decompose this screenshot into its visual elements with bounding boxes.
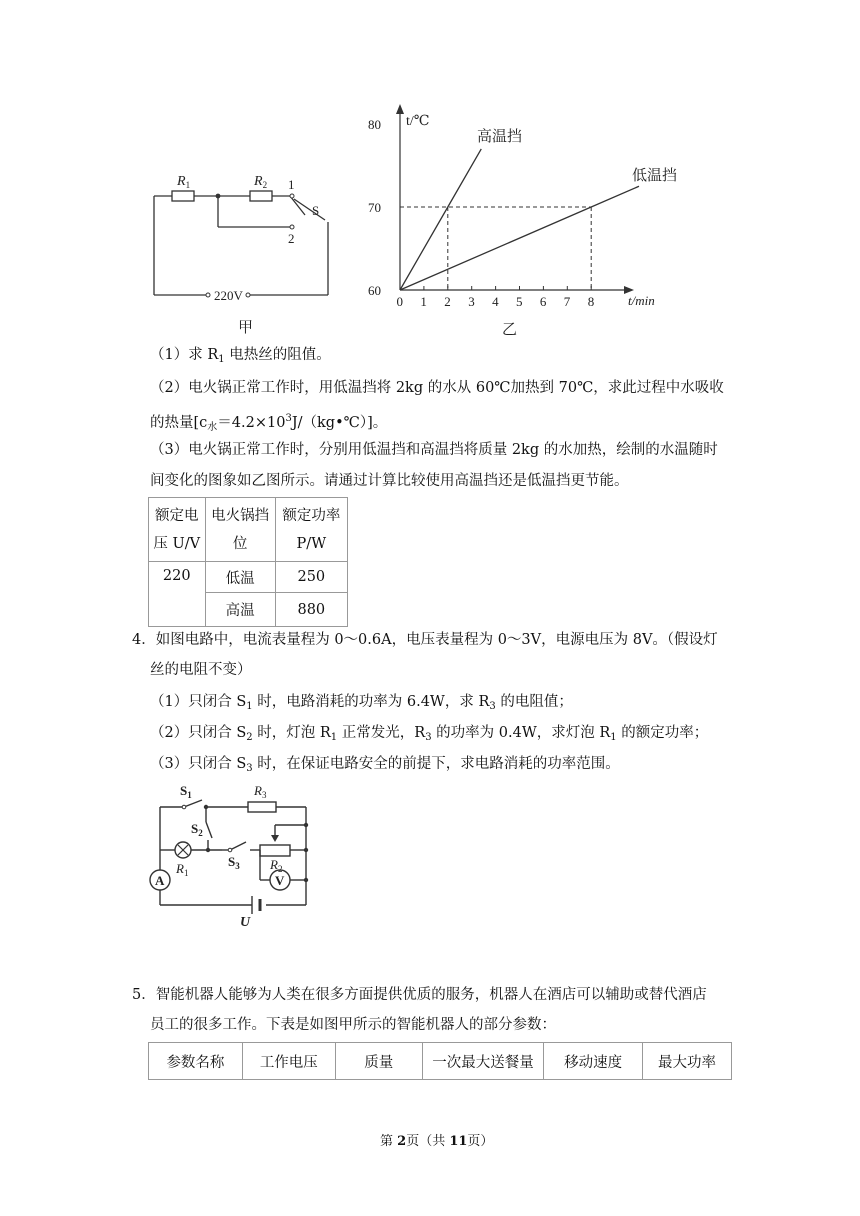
x-tick-label: 2 xyxy=(444,294,451,309)
x-tick-label: 7 xyxy=(563,294,571,309)
robot-table-header-cell: 最大功率 xyxy=(643,1043,732,1080)
y-axis-arrow xyxy=(396,104,404,114)
q4-part2: （2）只闭合 $S_2$ 时，灯泡 $R_1$ 正常发光，$R_3$ 的功率为 0.4W，求灯泡 $R_1$ 的额定功率； xyxy=(150,725,709,743)
header-gear: 电火锅挡 位 xyxy=(205,498,275,562)
series-low-line xyxy=(400,186,639,290)
x-tick-label: 5 xyxy=(516,294,523,309)
q4-stem-line1: 4．如图电路中，电流表量程为 0～0.6A，电压表量程为 0～3V，电源电压为 8V。（假设灯 xyxy=(132,632,718,648)
y-tick-label: 80 xyxy=(368,117,381,132)
svg-text:A: A xyxy=(155,873,165,888)
figure-jia-caption: 甲 xyxy=(238,320,254,336)
robot-table-header-cell: 移动速度 xyxy=(544,1043,643,1080)
switch-s-label: S xyxy=(312,203,320,218)
series-high-line xyxy=(400,149,481,290)
source-u-label: U xyxy=(240,915,251,930)
q4-part1: （1）只闭合 $S_1$ 时，电路消耗的功率为 6.4W，求 $R_3$ 的电阻值； xyxy=(150,694,573,712)
x-tick-label: 4 xyxy=(492,294,499,309)
q3-part3-line1: （3）电火锅正常工作时，分别用低温挡和高温挡将质量 2kg 的水加热，绘制的水温随时 xyxy=(150,442,718,458)
resistor-r2 xyxy=(250,191,272,201)
r2-label: $R_2$ xyxy=(270,857,283,874)
robot-table-header-cell: 工作电压 xyxy=(242,1043,335,1080)
y-axis-label: t/℃ xyxy=(406,114,430,129)
y-tick-label: 70 xyxy=(368,200,381,215)
s2-label: $S_2$ xyxy=(191,821,203,838)
node-2-label: 2 xyxy=(288,231,295,246)
figure-jia-circuit xyxy=(140,165,350,340)
high-series-label: 高温挡 xyxy=(477,129,523,145)
q3-part2-line2: 的热量$[c_水=4.2\times 10^3J/(kg•℃)]$。 xyxy=(150,413,388,433)
robot-table-header-cell: 质量 xyxy=(335,1043,422,1080)
x-tick-label: 1 xyxy=(420,294,427,309)
cell-low-power: 250 xyxy=(275,562,347,593)
x-tick-label: 6 xyxy=(539,294,547,309)
q3-part3-line2: 间变化的图象如乙图所示。请通过计算比较使用高温挡还是低温挡更节能。 xyxy=(150,473,629,489)
q4-stem-line2: 丝的电阻不变） xyxy=(150,662,252,678)
r1-label: $R_1$ xyxy=(177,174,191,190)
figure-yi-caption: 乙 xyxy=(502,322,518,338)
q5-stem-line2: 员工的很多工作。下表是如图甲所示的智能机器人的部分参数： xyxy=(150,1017,556,1033)
resistor-r3 xyxy=(248,802,276,812)
x-tick-label: 3 xyxy=(468,294,475,309)
source-label: 220V xyxy=(214,288,243,303)
q3-part2-line1: （2）电火锅正常工作时，用低温挡将 2kg 的水从 60℃加热到 70℃，求此过程中水吸收 xyxy=(150,380,724,396)
cell-voltage: 220 xyxy=(149,562,206,627)
q3-part1: （1）求 $R_1$ 电热丝的阻值。 xyxy=(150,347,331,365)
r3-label: $R_3$ xyxy=(254,783,267,800)
rated-params-table xyxy=(148,497,348,627)
figure-yi-chart xyxy=(360,102,690,340)
q4-circuit-figure xyxy=(148,780,328,930)
node-1-label: 1 xyxy=(288,177,295,192)
header-rated-power: 额定功率 P/W xyxy=(275,498,347,562)
low-series-label: 低温挡 xyxy=(632,168,678,184)
header-rated-voltage: 额定电 压 U/V xyxy=(149,498,206,562)
y-tick-label: 60 xyxy=(368,283,381,298)
svg-text:V: V xyxy=(275,873,285,888)
r1-label: $R_1$ xyxy=(176,861,189,878)
robot-table-header-cell: 参数名称 xyxy=(149,1043,243,1080)
x-axis-label: t/min xyxy=(628,293,655,308)
robot-table-header-cell: 一次最大送餐量 xyxy=(422,1043,543,1080)
robot-params-table xyxy=(148,1042,732,1080)
r2-label: $R_2$ xyxy=(254,174,268,190)
s3-label: $S_3$ xyxy=(228,854,240,871)
resistor-r2 xyxy=(260,845,290,856)
cell-low-gear: 低温 xyxy=(205,562,275,593)
cell-high-power: 880 xyxy=(275,593,347,627)
q4-part3: （3）只闭合 $S_3$ 时，在保证电路安全的前提下，求电路消耗的功率范围。 xyxy=(150,756,620,774)
s1-label: $S_1$ xyxy=(180,783,192,800)
q5-stem-line1: 5．智能机器人能够为人类在很多方面提供优质的服务，机器人在酒店可以辅助或替代酒店 xyxy=(132,987,707,1003)
page-footer: 第 2页（共 11页） xyxy=(380,1134,494,1149)
x-tick-label: 0 xyxy=(396,294,403,309)
cell-high-gear: 高温 xyxy=(205,593,275,627)
resistor-r1 xyxy=(172,191,194,201)
x-tick-label: 8 xyxy=(587,294,595,309)
